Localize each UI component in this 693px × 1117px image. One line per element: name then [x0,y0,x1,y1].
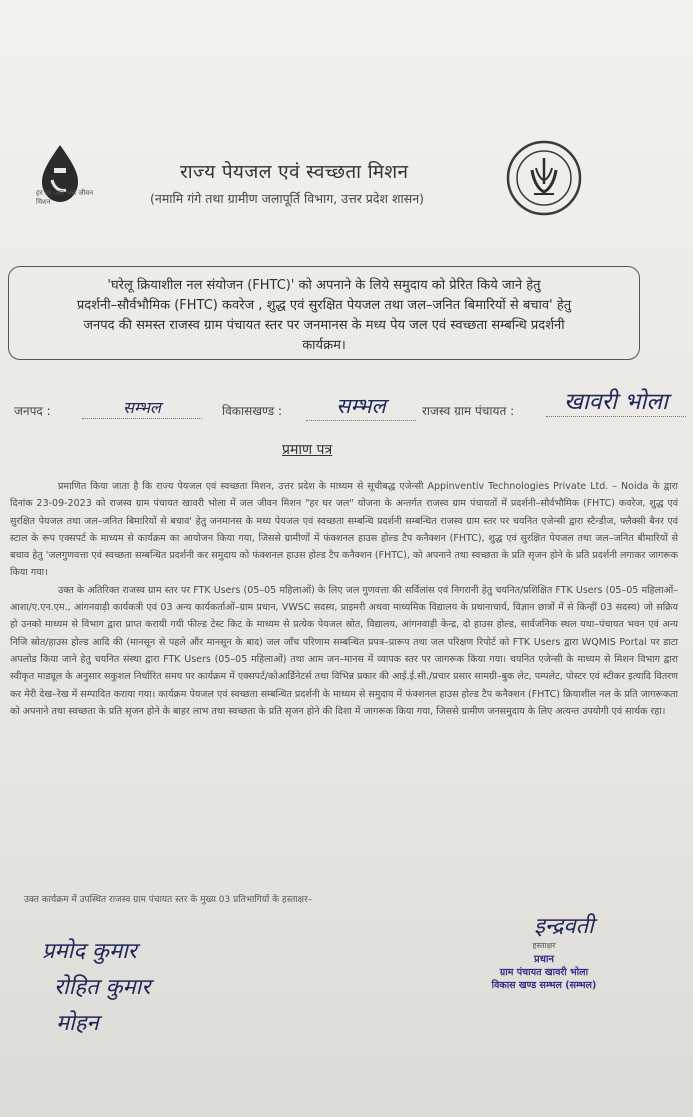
body-paragraph-2: उक्त के अतिरिक्त राजस्व ग्राम स्तर पर FTK Users (05–05 महिलाओं) के लिए जल गुणवत्ता की सर्विलांस एवं निगरानी हेतु चयनित/प्रशिक्षित FTK Users (05–05 महिलाओं–आशा/ए.एन.एम., आंगनवाड़ी कार्यकत्री एवं 03 अन्य कार्यकर्ताओं–ग्राम प्रधान, VWSC सदस्य, प्राइमरी अथवा माध्यमिक विद्यालय के प्रधानाचार्य, विज्ञान छात्रों में से किन्हीं 03 सदस्य) जो सक्रिय हो उनको माध्यम से विभाग द्वारा प्राप्त करायी गयी फील्ड टेस्ट किट के माध्यम से प्रत्येक पेयजल स्रोत, विद्यालय, आंगनवाड़ी केन्द्र, दो हाउस होल्ड, सार्वजनिक स्थल यथा–पंचायत भवन एवं अन्य निजि स्रोत/हाउस होल्ड आदि की (मानसून से पहले और मानसून के बाद) जल जाँच परिणाम सम्बन्धित प्रपत्र–प्रारूप तथा जल परिक्षण रिपोर्ट को FTK Users द्वारा WQMIS Portal पर डाटा अपलोड किया जाने हेतु चयनित संस्था द्वारा FTK Users (05–05 महिलाओं) तथा आम जन–मानस में व्यापक स्तर पर जागरूक किया गया। चयनित एजेन्सी के माध्यम से मिशन विभाग द्वारा स्वीकृत माड्यूल के अनुसार सकुशल निर्धारित समय पर कार्यक्रम में एक्सपर्ट/कोआर्डिनेटर्स तथा विभिन्न प्रकार की आई.ई.सी./प्रचार प्रसार सामग्री–बुक लेट, पम्पलेट, पोस्टर एवं स्टीकर इत्यादि वितरण कर मेरी देख–रेख में सम्पादित कराया गया। कार्यक्रम पेयजल एवं स्वच्छता सम्बन्धित प्रदर्शनी के माध्यम से समुदाय में फंक्शनल हाउस होल्ड टैप कनैक्शन (FHTC) क्रियाशील नल के प्रति जागरूकता को अपनाने तथा स्वच्छता के प्रति सृजन होने के बाहर लाभ तथा स्वच्छता के प्रति सृजन होने की दिशा में जागरूक किया गया, जिससे ग्रामीण जनसमुदाय के लिए अत्यन्त उपयोगी एवं सार्थक रहा। [10,584,678,717]
pradhan-signature: इन्द्रवती [534,914,594,939]
pradhan-stamp-block: विकास खण्ड सम्भल (सम्भल) [491,980,597,991]
pradhan-stamp-panchayat: ग्राम पंचायत खावरी भोला [499,967,589,978]
mission-subtitle: (नमामि गंगे तथा ग्रामीण जलापूर्ति विभाग, उत्तर प्रदेश शासन) [150,191,425,206]
block-value: सम्भल [306,392,416,421]
panchayat-value: खावरी भोला [546,384,686,417]
participant-signatures [42,935,262,1037]
panchayat-label: राजस्व ग्राम पंचायत : [422,404,515,418]
district-label: जनपद : [14,404,51,418]
participant-signature-2: रोहित कुमार [54,975,151,1000]
certificate-body [10,478,678,720]
district-value: सम्भल [82,396,202,419]
participant-signature-1: प्रमोद कुमार [42,939,137,964]
certificate-title: प्रमाण पत्र [282,442,333,458]
participant-signature-3: मोहन [56,1011,99,1036]
banner-line-1: 'घरेलू क्रियाशील नल संयोजन (FHTC)' को अपनाने के लिये समुदाय को प्रेरित किये जाने हेतु [107,278,541,293]
participants-note: उक्त कार्यक्रम में उपस्थित राजस्व ग्राम पंचायत स्तर के मुख्य 03 प्रतिभागियों के हस्ताक्षर– [24,895,313,905]
programme-banner [8,266,640,360]
banner-line-3: जनपद की समस्त राजस्व ग्राम पंचायत स्तर पर जनमानस के मध्य पेय जल एवं स्वच्छता सम्बन्धि प्रदर्शनी [83,318,565,333]
pradhan-stamp-title: प्रधान [534,954,554,965]
banner-line-2: प्रदर्शनी–सौर्वभौमिक (FHTC) कवरेज , शुद्ध एवं सुरक्षित पेयजल तथा जल–जनित बिमारियों से बचाव' हेतु [76,298,572,313]
body-paragraph-1: प्रमाणित किया जाता है कि राज्य पेयजल एवं स्वच्छता मिशन, उत्तर प्रदेश के माध्यम से सूचीबद्ध एजेन्सी Appinventiv Technologies Private Ltd. – Noida के द्वारा दिनांक 23-09-2023 को राजस्व ग्राम पंचायत खावरी भोला में जल जीवन मिशन "हर घर जल" योजना के अन्तर्गत राजस्व ग्राम पंचायतों में प्रदर्शनी–सौर्वभौमिक (FHTC) कवरेज, शुद्ध एवं सुरक्षित पेयजल तथा जल–जनित बिमारियों से बचाव' हेतु जनमानस के मध्य पेयजल एवं स्वच्छता सम्बन्धि प्रदर्शनी सम्बन्धित राजस्व ग्राम स्तर पर चयनित एजेन्सी द्वारा स्टैन्डीज, फ्लैक्सी बैनर एवं स्टाल के रूप एक्सपर्ट के माध्यम से कार्यक्रम का आयोजन किया गया, जिससे ग्रामीणों में फंक्शनल हाउस होल्ड टैप कनैक्शन (FHTC), शुद्ध एवं सुरक्षित पेयजल तथा जल–जनित बीमारियों से बचाव हेतु 'जलगुणवत्ता एवं स्वच्छता सम्बन्धित प्रदर्शनी कर समुदाय को फंक्शनल हाउस होल्ड टैप कनैक्शन (FHTC), को अपनाने तथा स्वच्छता के प्रति सृजन होने के प्रति प्रदर्शनी लगाकर जागरूक किया गया। [10,481,678,579]
up-government-seal-icon [504,138,584,218]
banner-line-4: कार्यक्रम। [302,338,346,353]
signature-label: हस्ताक्षर [532,941,556,950]
mission-title: राज्य पेयजल एवं स्वच्छता मिशन [180,161,409,183]
location-fields [14,389,684,426]
block-label: विकासखण्ड : [222,404,283,418]
har-ghar-jal-logo [30,140,100,220]
pradhan-signature-block [444,910,644,991]
logo-caption: हर घर जल जल जीवन मिशन [36,189,94,206]
